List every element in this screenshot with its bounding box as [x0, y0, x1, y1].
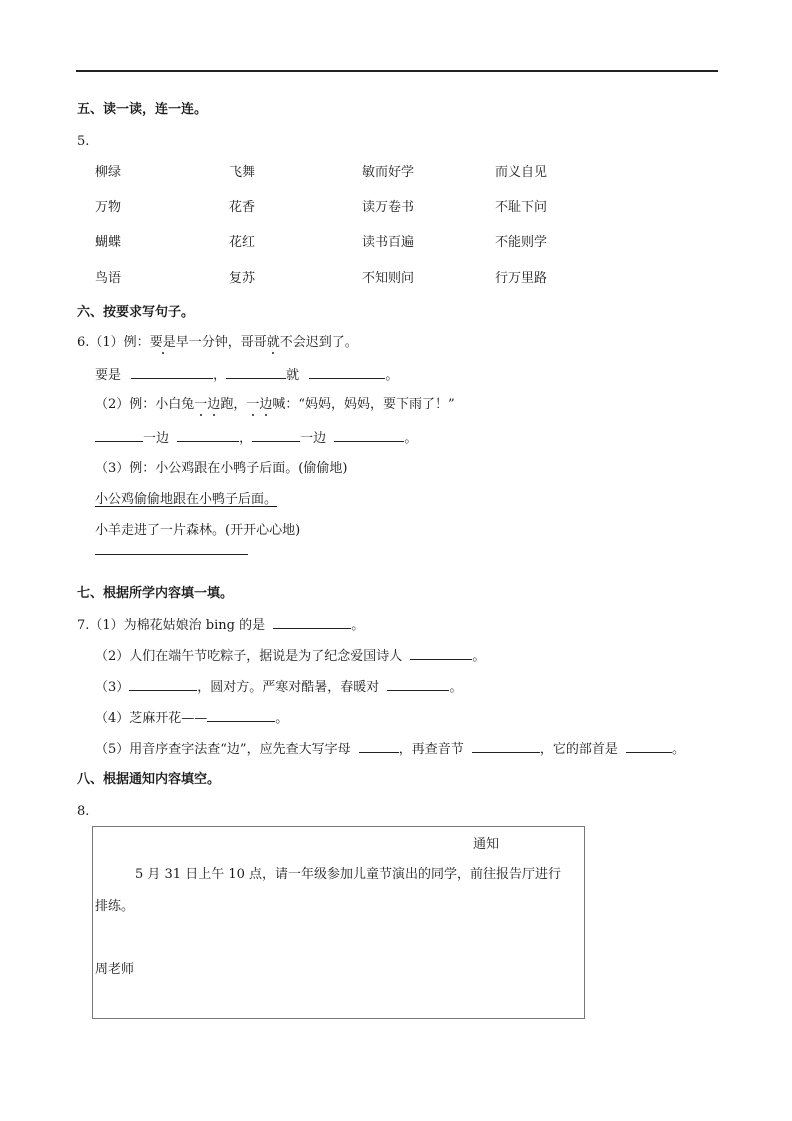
match-item: 柳绿	[95, 165, 122, 180]
question-6-1-fill	[95, 366, 398, 385]
fill-text: ，	[213, 368, 227, 383]
answer-blank[interactable]	[309, 366, 385, 379]
answer-blank[interactable]	[131, 366, 213, 379]
section-7-heading: 七、根据所学内容填一填。	[77, 586, 234, 601]
answer-blank[interactable]	[177, 429, 239, 442]
keyword-jiu: 就	[266, 335, 280, 350]
question-6-number: 6.	[77, 335, 90, 350]
match-item: 花香	[229, 200, 256, 215]
question-text: ，它的部首是	[539, 742, 618, 757]
match-item: 飞舞	[229, 165, 256, 180]
question-text: 。	[672, 742, 686, 757]
question-text: 。	[275, 711, 289, 726]
question-text: 。	[449, 680, 463, 695]
question-text: 。	[351, 618, 365, 633]
fill-text: 。	[404, 431, 418, 446]
match-item: 读书百遍	[362, 235, 415, 250]
match-item: 行万里路	[495, 271, 548, 286]
fill-text: 就	[286, 368, 300, 383]
answer-blank[interactable]	[207, 709, 275, 722]
match-item: 不能则学	[495, 235, 548, 250]
match-item: 复苏	[229, 271, 256, 286]
fill-text: 一边	[300, 431, 327, 446]
question-6-1-example	[77, 334, 358, 352]
match-item: 敏而好学	[362, 165, 415, 180]
answer-blank[interactable]	[359, 740, 399, 753]
question-text: （4）芝麻开花——	[95, 711, 208, 726]
example-text: 不会迟到了。	[279, 335, 358, 350]
question-text: ，再查音节	[398, 742, 464, 757]
match-item: 读万卷书	[362, 200, 415, 215]
question-7-2	[95, 647, 485, 666]
fill-text: 。	[385, 368, 399, 383]
question-6-2-example	[95, 396, 455, 414]
question-8-number: 8.	[77, 804, 90, 819]
question-7-5	[95, 740, 685, 759]
answer-blank[interactable]	[95, 429, 143, 442]
example-text: 跑，	[220, 397, 247, 412]
answer-blank[interactable]	[334, 429, 404, 442]
question-text: （5）用音序查字法查“边”，应先查大写字母	[95, 742, 351, 757]
example-text: 早一分钟，哥哥	[175, 335, 267, 350]
keyword-yibian: 一边	[194, 397, 221, 412]
question-text: （1）为棉花姑娘治 bing 的是	[89, 618, 266, 633]
answer-blank[interactable]	[626, 740, 672, 753]
question-7-number: 7.	[77, 618, 90, 633]
question-text: 。	[472, 649, 486, 664]
notice-body-line-2: 排练。	[95, 899, 135, 914]
match-item: 不耻下问	[495, 200, 548, 215]
match-item: 而义自见	[495, 165, 548, 180]
section-8-heading: 八、根据通知内容填空。	[77, 772, 221, 787]
example-text: 喊：“妈妈，妈妈，要下雨了！”	[272, 397, 455, 412]
question-6-3-example-answer: 小公鸡偷偷地跟在小鸭子后面。	[95, 492, 278, 507]
match-item: 花红	[229, 235, 256, 250]
question-6-3-example: （3）例：小公鸡跟在小鸭子后面。(偷偷地)	[95, 461, 348, 476]
question-7-4	[95, 709, 288, 728]
answer-blank[interactable]	[472, 740, 540, 753]
fill-text: ，	[239, 431, 253, 446]
answer-line[interactable]	[95, 554, 248, 555]
notice-signature: 周老师	[95, 962, 135, 977]
question-6-2-fill	[95, 429, 417, 448]
answer-blank[interactable]	[226, 366, 286, 379]
keyword-yaoshi: 要是	[149, 335, 176, 350]
answer-blank[interactable]	[387, 678, 449, 691]
keyword-yibian: 一边	[246, 397, 273, 412]
question-7-1	[77, 616, 364, 635]
question-6-3-task: 小羊走进了一片森林。(开开心心地)	[95, 523, 301, 538]
notice-body-line-1: 5 月 31 日上午 10 点，请一年级参加儿童节演出的同学，前往报告厅进行	[135, 867, 562, 882]
answer-blank[interactable]	[410, 647, 472, 660]
section-6-heading: 六、按要求写句子。	[77, 305, 195, 320]
example-text: （2）例：小白兔	[95, 397, 195, 412]
question-text: （3）	[95, 680, 130, 695]
match-item: 不知则问	[362, 271, 415, 286]
question-7-3	[95, 678, 462, 697]
match-item: 蝴蝶	[95, 235, 122, 250]
question-text: ，圆对方。严寒对酷暑，春暖对	[197, 680, 380, 695]
notice-title: 通知	[473, 837, 500, 852]
match-item: 鸟语	[95, 271, 122, 286]
top-rule	[76, 70, 718, 72]
question-text: （2）人们在端午节吃粽子，据说是为了纪念爱国诗人	[95, 649, 403, 664]
match-item: 万物	[95, 200, 122, 215]
answer-blank[interactable]	[252, 429, 300, 442]
fill-text: 一边	[143, 431, 170, 446]
fill-text: 要是	[95, 368, 122, 383]
answer-blank[interactable]	[129, 678, 197, 691]
notice-box	[92, 826, 585, 1019]
question-5-number: 5.	[77, 134, 90, 149]
section-5-heading: 五、读一读，连一连。	[77, 102, 208, 117]
answer-blank[interactable]	[273, 616, 351, 629]
example-label: （1）例：	[89, 335, 150, 350]
